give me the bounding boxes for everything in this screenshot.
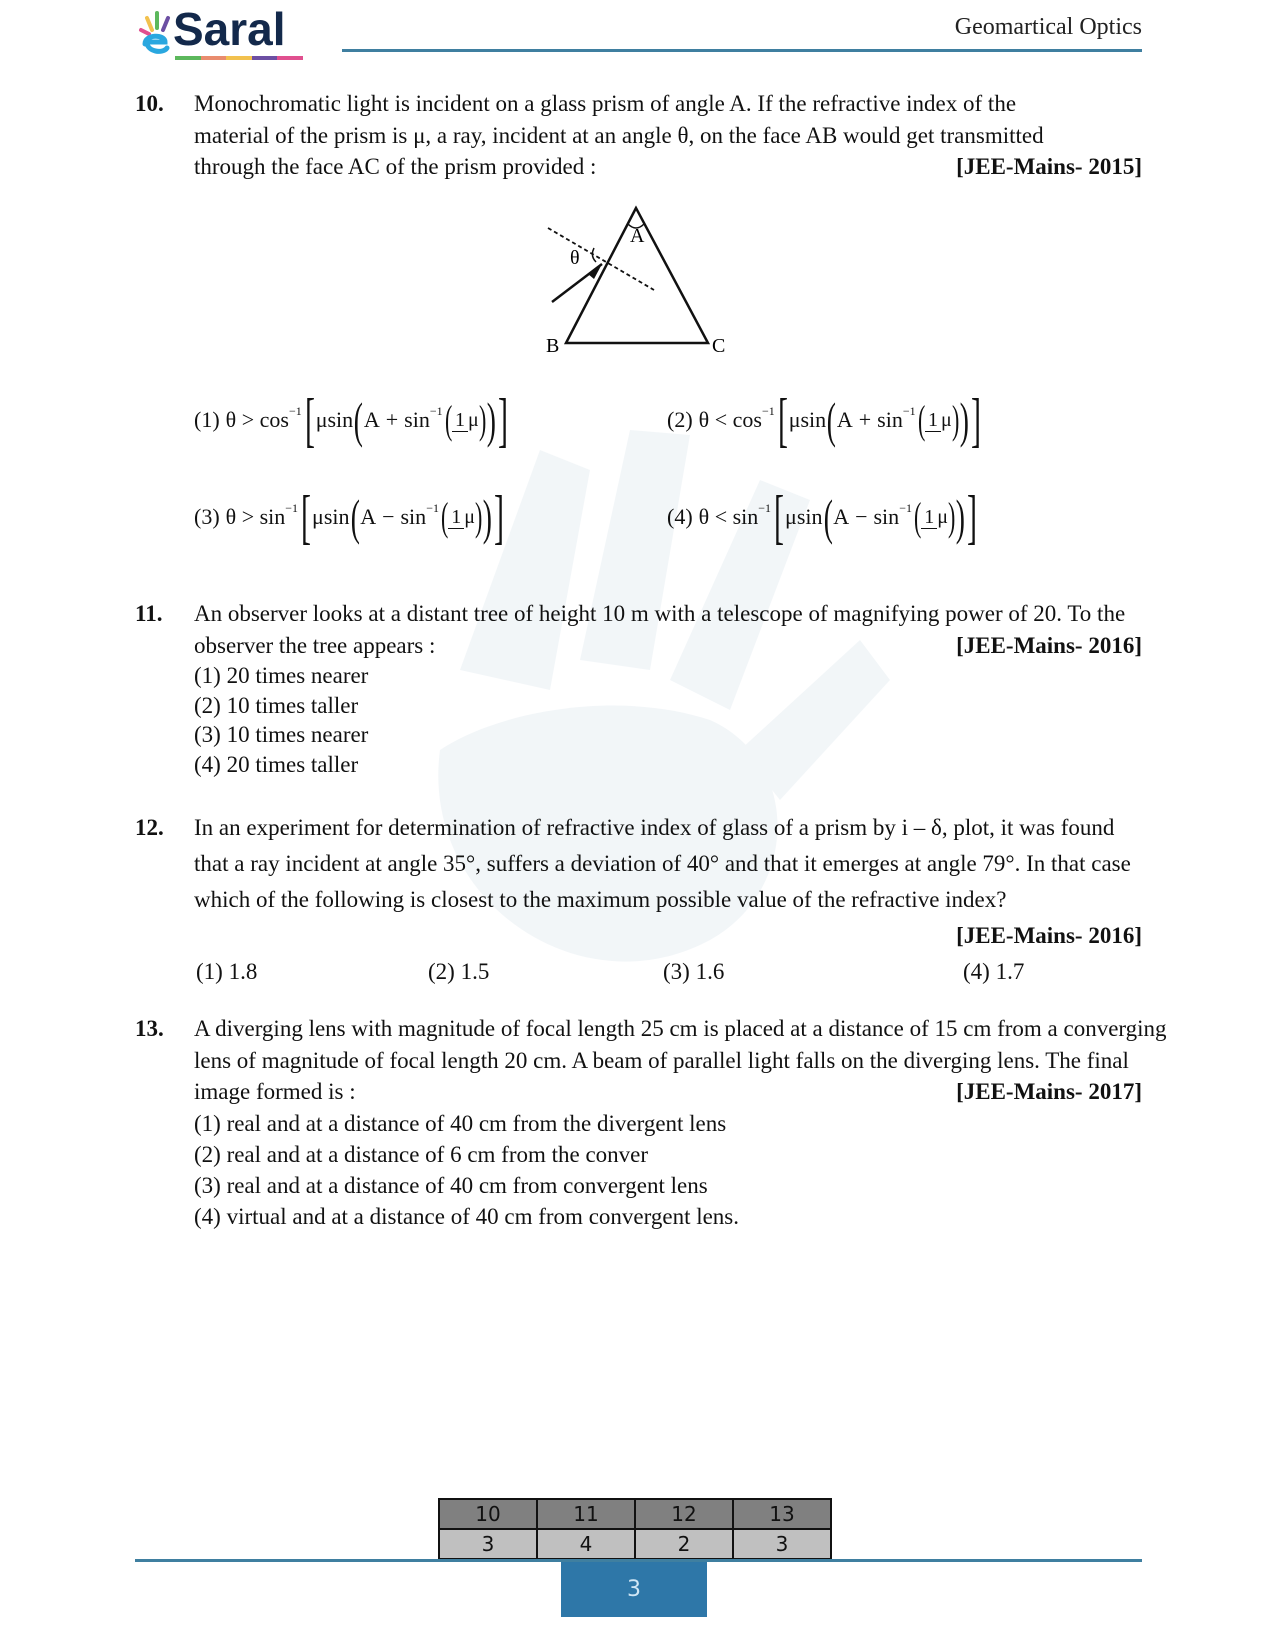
- math-relation: θ < sin: [698, 504, 759, 529]
- option-3[interactable]: (3) 1.6: [663, 959, 725, 984]
- answer-key-question: 13: [733, 1499, 831, 1529]
- question-number: 11.: [135, 601, 163, 626]
- math-superscript: −1: [288, 403, 302, 418]
- option-1[interactable]: (1) 20 times nearer: [194, 663, 369, 688]
- math-relation: θ > cos: [225, 407, 289, 432]
- math-sin: sin: [800, 407, 827, 432]
- option-label: (4): [667, 504, 693, 529]
- math-operator: +: [385, 407, 399, 432]
- esaral-logo: [135, 3, 335, 58]
- answer-key-question: 10: [439, 1499, 537, 1529]
- math-superscript: −1: [426, 500, 439, 515]
- option-label: (1): [194, 407, 220, 432]
- math-operator: +: [858, 407, 872, 432]
- math-superscript: −1: [758, 500, 772, 515]
- page-number: 3: [561, 1562, 707, 1617]
- math-sin: sin: [796, 504, 823, 529]
- math-mu: μ: [788, 407, 801, 432]
- question-line: that a ray incident at angle 35°, suffers a deviation of 40° and that it emerges at angle 79°. In that case: [194, 851, 1131, 876]
- math-fraction: 1 μ: [452, 409, 479, 431]
- question-text: [194, 1013, 1167, 1232]
- answer-key-table: [438, 1498, 832, 1560]
- option-1[interactable]: (1) 1.8: [196, 959, 258, 984]
- math-angle-a: A: [833, 504, 850, 529]
- option-1[interactable]: (1) real and at a distance of 40 cm from the divergent lens: [194, 1110, 727, 1136]
- options-row: [196, 954, 1142, 990]
- question-line: which of the following is closest to the maximum possible value of the refractive index?: [194, 887, 1007, 912]
- math-relation: θ > sin: [225, 504, 286, 529]
- logo-wordmark: Saral: [173, 3, 286, 55]
- question-number: 10.: [135, 91, 164, 116]
- question-line: An observer looks at a distant tree of height 10 m with a telescope of magnifying power of 20. To the: [194, 601, 1126, 626]
- question-text: [194, 598, 1142, 779]
- question-line: In an experiment for determination of refractive index of glass of a prism by i – δ, plot, it was found: [194, 815, 1115, 840]
- answer-key-question: 11: [537, 1499, 635, 1529]
- math-operator: −: [382, 504, 395, 529]
- option-label: (3): [194, 504, 220, 529]
- math-sin: sin: [327, 407, 354, 432]
- math-sin: sin: [400, 504, 427, 529]
- exam-source: [JEE-Mains- 2017]: [956, 1079, 1142, 1104]
- incidence-angle-arc: [592, 248, 596, 262]
- option-3[interactable]: (3) real and at a distance of 40 cm from convergent lens: [194, 1172, 708, 1198]
- option-2[interactable]: (2) θ < cos −1 [ μ sin ( A + sin −1 ( 1 μ ) ) ]: [667, 387, 981, 453]
- math-sin: sin: [323, 504, 350, 529]
- math-fraction: 1 μ: [925, 409, 952, 431]
- math-superscript: −1: [761, 403, 775, 418]
- header-rule: [342, 49, 1142, 52]
- math-operator: −: [855, 504, 868, 529]
- option-4[interactable]: (4) θ < sin −1 [ μ sin ( A − sin −1 ( 1 μ ) ) ]: [667, 484, 978, 550]
- option-label: (2): [667, 407, 693, 432]
- vertex-label-a: A: [630, 225, 645, 247]
- math-superscript: −1: [899, 500, 912, 515]
- answer-key-answer: 4: [537, 1529, 635, 1559]
- question-line: Monochromatic light is incident on a glass prism of angle A. If the refractive index of the: [194, 91, 1017, 116]
- answer-key-answer: 3: [733, 1529, 831, 1559]
- question-line: A diverging lens with magnitude of focal length 25 cm is placed at a distance of 15 cm from a converging: [194, 1016, 1167, 1041]
- math-mu: μ: [315, 407, 328, 432]
- math-superscript: −1: [285, 500, 299, 515]
- option-4[interactable]: (4) virtual and at a distance of 40 cm from convergent lens.: [194, 1203, 740, 1229]
- chapter-title: Geomartical Optics: [954, 14, 1142, 40]
- options-list: [194, 1108, 1142, 1232]
- question-line: image formed is :: [194, 1079, 356, 1104]
- option-4[interactable]: (4) 1.7: [963, 959, 1025, 984]
- logo-underline: [175, 56, 303, 60]
- question-number: 12.: [135, 815, 164, 840]
- answer-key-answer: 2: [635, 1529, 733, 1559]
- answer-key-header-row: [439, 1499, 831, 1529]
- math-fraction: 1 μ: [448, 506, 475, 528]
- question-number: 13.: [135, 1016, 164, 1041]
- option-3[interactable]: (3) θ > sin −1 [ μ sin ( A − sin −1 ( 1 μ ) ) ]: [194, 484, 505, 550]
- math-mu: μ: [312, 504, 324, 529]
- options-list: [194, 661, 1142, 779]
- math-sin: sin: [404, 407, 430, 432]
- option-2[interactable]: (2) 1.5: [428, 959, 490, 984]
- answer-key-answer-row: [439, 1529, 831, 1559]
- answer-key-question: 12: [635, 1499, 733, 1529]
- math-sin: sin: [873, 504, 900, 529]
- exam-source: [JEE-Mains- 2016]: [956, 632, 1142, 658]
- option-4[interactable]: (4) 20 times taller: [194, 751, 359, 777]
- question-text: [194, 810, 1142, 990]
- math-mu: μ: [785, 504, 797, 529]
- math-angle-a: A: [836, 407, 853, 432]
- question-text: [194, 88, 1142, 183]
- math-superscript: −1: [429, 403, 443, 418]
- question-line: observer the tree appears :: [194, 632, 436, 658]
- exam-source: [JEE-Mains- 2016]: [956, 923, 1142, 948]
- option-2[interactable]: (2) 10 times taller: [194, 692, 359, 718]
- math-sin: sin: [877, 407, 903, 432]
- math-angle-a: A: [363, 407, 380, 432]
- math-angle-a: A: [360, 504, 377, 529]
- option-3[interactable]: (3) 10 times nearer: [194, 722, 369, 747]
- exam-source: [JEE-Mains- 2015]: [956, 154, 1142, 179]
- math-fraction: 1 μ: [921, 506, 948, 528]
- vertex-label-c: C: [712, 335, 726, 357]
- math-relation: θ < cos: [698, 407, 762, 432]
- angle-label-theta: θ: [570, 247, 580, 269]
- answer-key-answer: 3: [439, 1529, 537, 1559]
- question-line: through the face AC of the prism provided :: [194, 154, 597, 179]
- option-1[interactable]: (1) θ > cos −1 [ μ sin ( A + sin −1 ( 1 μ ) ) ]: [194, 387, 508, 453]
- math-superscript: −1: [902, 403, 916, 418]
- vertex-label-b: B: [546, 335, 560, 357]
- option-2[interactable]: (2) real and at a distance of 6 cm from the conver: [194, 1141, 649, 1167]
- prism-diagram: [530, 200, 750, 360]
- question-line: material of the prism is μ, a ray, incident at an angle θ, on the face AB would get transmitted: [194, 122, 1044, 148]
- question-line: lens of magnitude of focal length 20 cm. A beam of parallel light falls on the diverging lens. The final: [194, 1047, 1129, 1073]
